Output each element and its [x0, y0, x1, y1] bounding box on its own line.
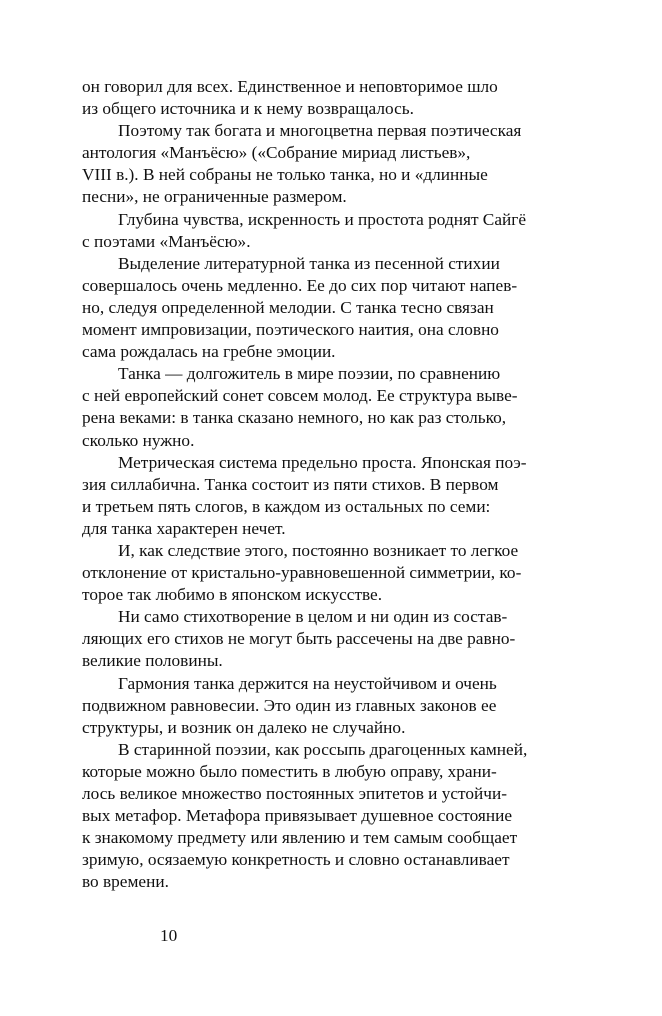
text-line: Ни само стихотворение в целом и ни один из состав- [118, 607, 508, 627]
text-line: антология «Манъёсю» («Собрание мириад листьев», [82, 143, 471, 163]
paragraph [82, 253, 589, 363]
text-line: зримую, осязаемую конкретность и словно останавливает [82, 850, 510, 870]
text-line: подвижном равновесии. Это один из главных законов ее [82, 695, 497, 715]
text-line: момент импровизации, поэтического наития, она словно [82, 320, 499, 340]
paragraph [82, 76, 589, 120]
text-line: Танка — долгожитель в мире поэзии, по сравнению [118, 364, 501, 384]
text-line: Гармония танка держится на неустойчивом и очень [118, 673, 497, 693]
text-line: торое так любимо в японском искусстве. [82, 585, 383, 605]
text-line: которые можно было поместить в любую оправу, храни- [82, 761, 497, 781]
text-line: И, как следствие этого, постоянно возникает то легкое [118, 540, 519, 560]
text-line: лось великое множество постоянных эпитетов и устойчи- [82, 784, 507, 803]
text-line: В старинной поэзии, как россыпь драгоценных камней, [118, 739, 528, 759]
paragraph [82, 120, 589, 208]
text-line: совершалось очень медленно. Ее до сих пор читают напев- [82, 275, 518, 295]
text-line: вых метафор. Метафора привязывает душевное состояние [82, 806, 513, 826]
text-line: с ней европейский сонет совсем молод. Ее структура выве- [82, 386, 518, 406]
text-line: сама рождалась на гребне эмоции. [82, 342, 336, 362]
text-line: Выделение литературной танка из песенной стихии [118, 253, 500, 273]
paragraph [82, 209, 589, 253]
text-line: ляющих его стихов не могут быть рассечены на две равно- [82, 629, 516, 649]
paragraph [82, 363, 589, 451]
text-line: Поэтому так богата и многоцветна первая поэтическая [118, 121, 522, 141]
text-line: великие половины. [82, 651, 223, 671]
text-line: зия силлабична. Танка состоит из пяти стихов. В первом [82, 474, 499, 494]
text-line: VIII в.). В ней собраны не только танка, но и «длинные [82, 165, 488, 185]
text-line: и третьем пять слогов, в каждом из остальных по семи: [82, 496, 491, 516]
text-line: но, следуя определенной мелодии. С танка тесно связан [82, 297, 494, 317]
text-line: из общего источника и к нему возвращалось. [82, 99, 414, 119]
page-number: 10 [160, 926, 178, 945]
paragraph [82, 739, 589, 894]
page-body [82, 76, 589, 893]
text-line: во времени. [82, 872, 169, 892]
paragraph [82, 673, 589, 739]
text-line: к знакомому предмету или явлению и тем самым сообщает [82, 828, 518, 848]
text-line: сколько нужно. [82, 430, 195, 450]
text-line: Глубина чувства, искренность и простота роднят Сайгё [118, 209, 527, 229]
text-line: структуры, и возник он далеко не случайно. [82, 717, 406, 737]
text-line: отклонение от кристально-уравновешенной симметрии, ко- [82, 563, 522, 583]
text-line: он говорил для всех. Единственное и неповторимое шло [82, 77, 498, 96]
paragraph [82, 606, 589, 672]
text-line: с поэтами «Манъёсю». [82, 231, 251, 251]
text-line: Метрическая система предельно проста. Японская поэ- [118, 452, 527, 472]
text-line: рена веками: в танка сказано немного, но как раз столько, [82, 408, 507, 428]
paragraph [82, 540, 589, 606]
text-line: песни», не ограниченные размером. [82, 187, 347, 207]
text-line: для танка характерен нечет. [82, 518, 286, 538]
paragraph [82, 452, 589, 540]
